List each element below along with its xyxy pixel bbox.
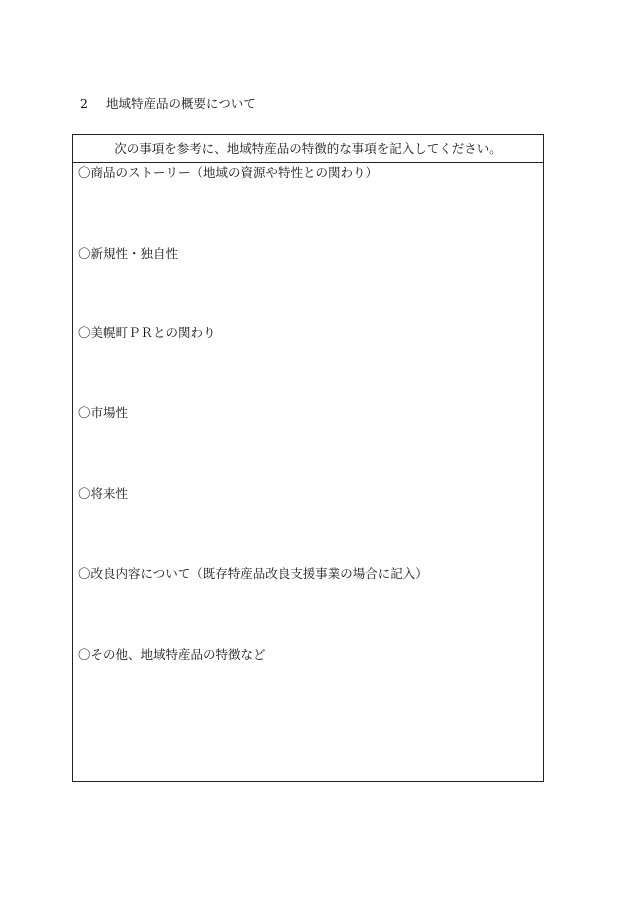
item-product-story: 〇商品のストーリー（地域の資源や特性との関わり） (78, 165, 379, 180)
section-title: 地域特産品の概要について (106, 96, 256, 111)
section-number: 2 (80, 96, 88, 111)
item-improvement-details: 〇改良内容について（既存特産品改良支援事業の場合に記入） (78, 566, 428, 581)
item-novelty-originality: 〇新規性・独自性 (78, 246, 179, 261)
item-other-features: 〇その他、地域特産品の特徴など (78, 647, 266, 662)
item-marketability: 〇市場性 (78, 405, 129, 420)
section-heading (80, 96, 256, 112)
item-future-potential: 〇将来性 (78, 486, 129, 501)
item-bihoro-pr-relation: 〇美幌町ＰＲとの関わり (78, 325, 216, 340)
form-instruction: 次の事項を参考に、地域特産品の特徴的な事項を記入してください。 (73, 135, 543, 163)
overview-form-box (72, 134, 544, 782)
